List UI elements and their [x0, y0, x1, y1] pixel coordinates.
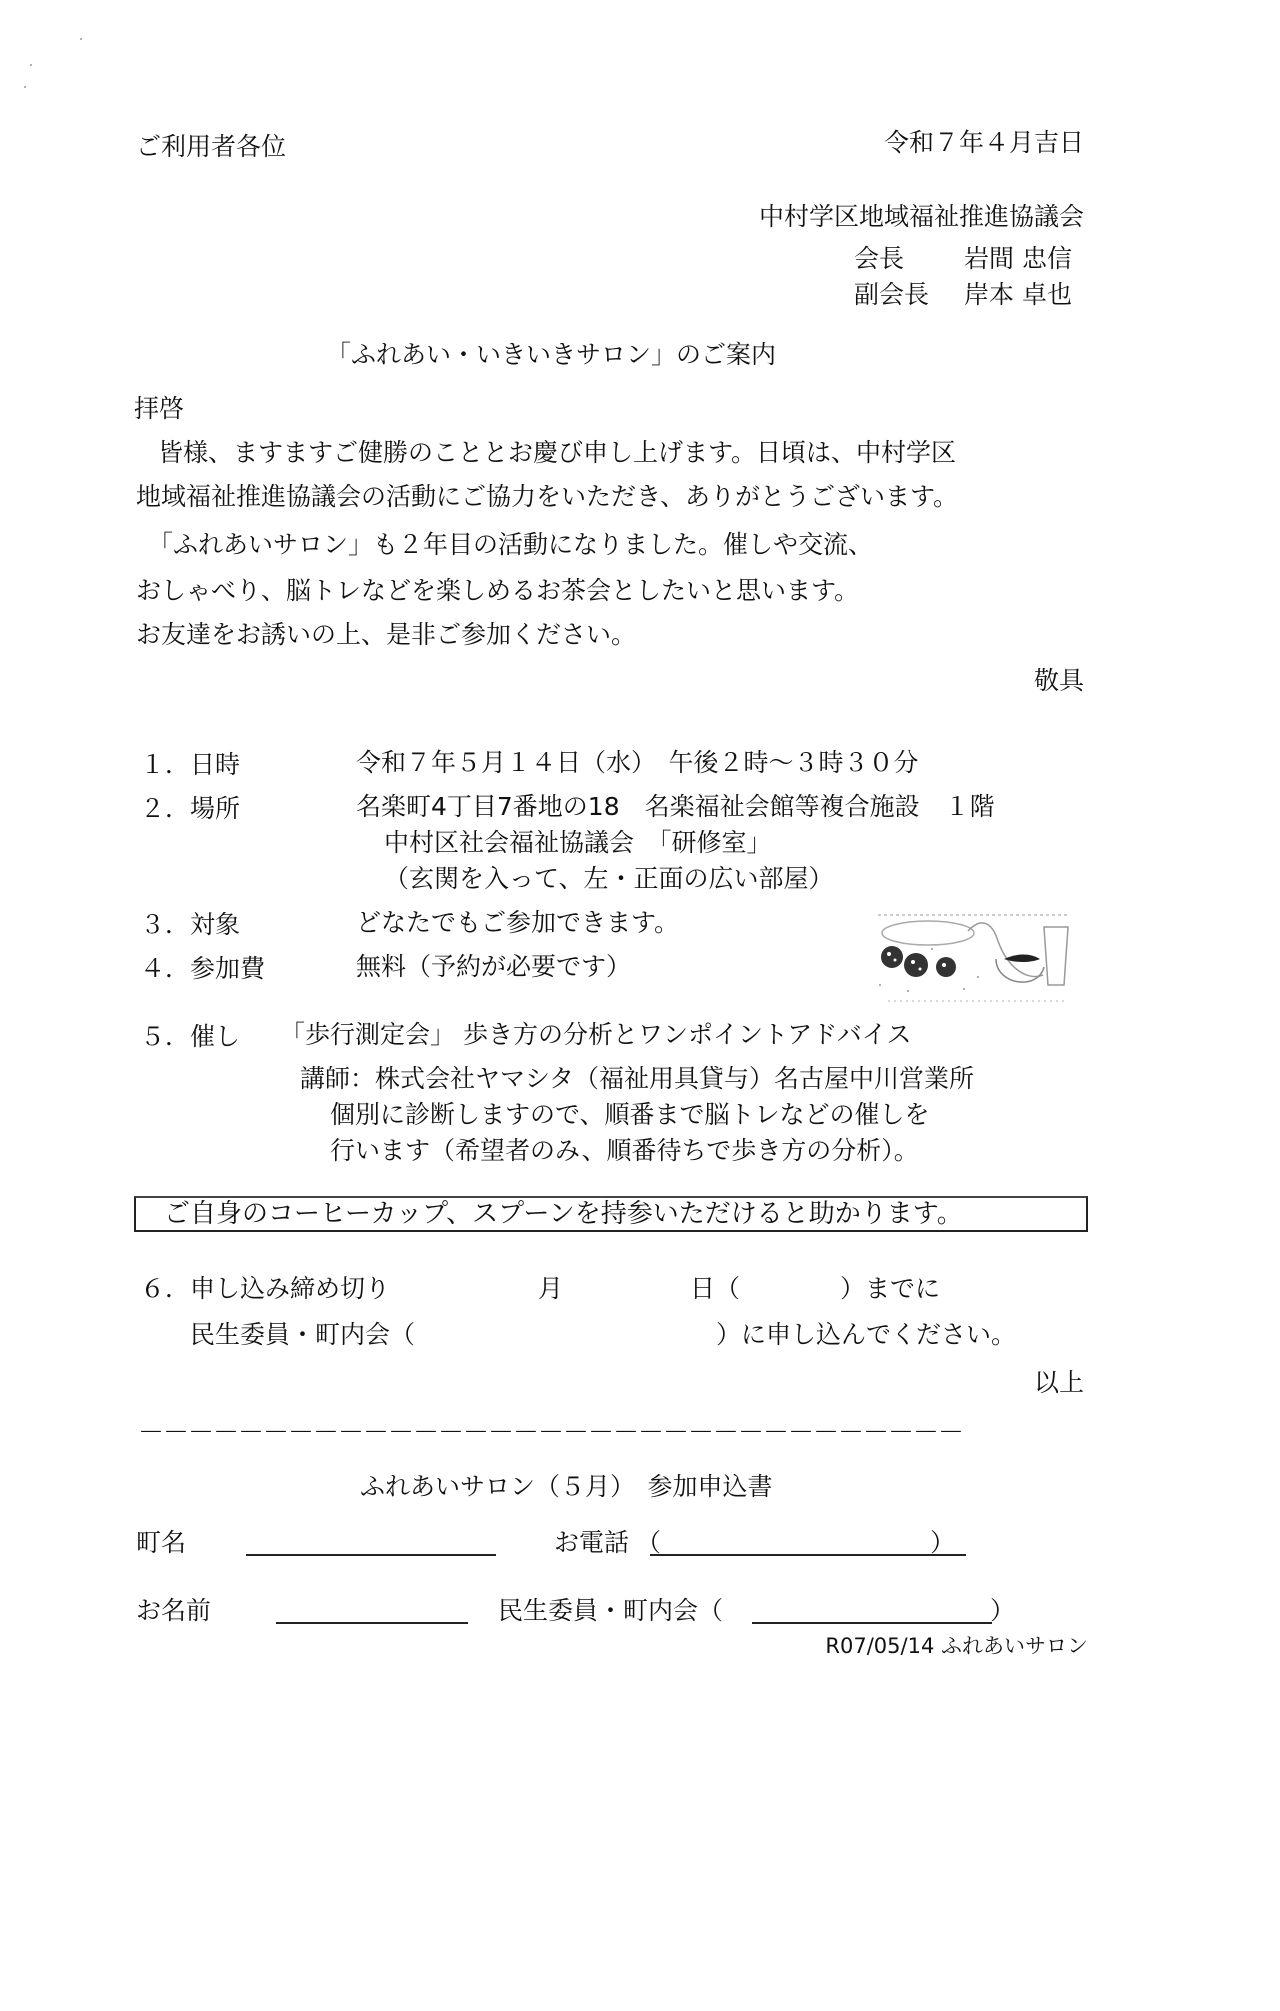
item-label-datetime: 日時	[190, 750, 241, 779]
cut-line: －－－－－－－－－－－－－－－－－－－－－－－－－－－－－－－－－	[138, 1418, 964, 1448]
member-label: 民生委員・町内会（	[498, 1596, 724, 1625]
name-label: お名前	[136, 1596, 212, 1625]
closing-word: 敬具	[1033, 666, 1084, 695]
phone-label: お電話	[554, 1528, 630, 1557]
item-value-event-note: 行います（希望者のみ、順番待ちで歩き方の分析）。	[330, 1136, 919, 1165]
scan-speck	[80, 38, 82, 40]
item-value-event: 「歩行測定会」 歩き方の分析とワンポイントアドバイス	[280, 1020, 912, 1049]
item-label-target: 対象	[190, 910, 241, 939]
vice-chair-title: 副会長	[854, 280, 930, 309]
item-value-lecturer: 講師：株式会社ヤマシタ（福祉用具貸与）名古屋中川営業所	[300, 1064, 975, 1093]
item-value-event-note: 個別に診断しますので、順番まで脳トレなどの催しを	[330, 1100, 930, 1129]
end-word: 以上	[1033, 1368, 1084, 1397]
item-number: １．	[140, 750, 191, 779]
phone-open-paren: （	[636, 1528, 662, 1557]
letter-paragraph-2: 「ふれあいサロン」も２年目の活動になりました。催しや交流、	[148, 530, 874, 559]
chair-title: 会長	[854, 244, 905, 273]
deadline-month: 月	[538, 1274, 564, 1303]
item-value-venue-room: 中村区社会福祉協議会 「研修室」	[384, 828, 772, 857]
apply-to-suffix: ）に申し込んでください。	[716, 1320, 1017, 1349]
chair-name: 岩間 忠信	[964, 244, 1072, 273]
town-label: 町名	[136, 1528, 187, 1557]
apply-to-prefix: 民生委員・町内会（	[190, 1320, 416, 1349]
item-value-venue: 名楽町4丁目7番地の18 名楽福祉会館等複合施設 １階	[356, 792, 995, 821]
form-title: ふれあいサロン（５月） 参加申込書	[360, 1472, 773, 1501]
member-close-paren: ）	[990, 1596, 1016, 1625]
letter-paragraph-2: おしゃべり、脳トレなどを楽しめるお茶会としたいと思います。	[136, 576, 860, 605]
deadline-day: 日（	[690, 1274, 741, 1303]
town-input-line[interactable]	[246, 1554, 496, 1556]
letter-paragraph-1: 皆様、ますますご健勝のこととお慶び申し上げます。日頃は、中村学区	[158, 438, 957, 467]
issue-date: 令和７年４月吉日	[883, 128, 1084, 157]
form-footer-code: R07/05/14 ふれあいサロン	[825, 1634, 1088, 1658]
item-number: ５．	[140, 1022, 191, 1051]
organization-name: 中村学区地域福祉推進協議会	[758, 202, 1084, 231]
item-number: ３．	[140, 910, 191, 939]
notice-text: ご自身のコーヒーカップ、スプーンを持参いただけると助かります。	[164, 1199, 963, 1229]
member-input-line[interactable]	[752, 1622, 992, 1624]
item-value-datetime: 令和７年５月１４日（水） 午後２時～３時３０分	[356, 748, 919, 777]
item-number: ６．	[140, 1274, 191, 1303]
item-label-fee: 参加費	[190, 954, 266, 983]
tea-and-sweets-illustration	[868, 905, 1078, 1005]
name-input-line[interactable]	[276, 1622, 468, 1624]
deadline-label: 申し込み締め切り	[190, 1274, 391, 1303]
letter-paragraph-2: お友達をお誘いの上、是非ご参加ください。	[136, 620, 637, 649]
scan-speck	[30, 64, 32, 66]
item-value-fee: 無料（予約が必要です）	[356, 952, 632, 981]
item-value-venue-direction: （玄関を入って、左・正面の広い部屋）	[384, 864, 834, 893]
item-value-target: どなたでもご参加できます。	[356, 908, 680, 937]
item-label-event: 催し	[190, 1022, 241, 1051]
item-number: ４．	[140, 954, 191, 983]
letter-paragraph-1: 地域福祉推進協議会の活動にご協力をいただき、ありがとうございます。	[136, 482, 959, 511]
vice-chair-name: 岸本 卓也	[964, 280, 1072, 309]
document-title: 「ふれあい・いきいきサロン」のご案内	[326, 340, 777, 369]
deadline-until: ）までに	[840, 1274, 941, 1303]
opening-greeting: 拝啓	[134, 394, 185, 423]
scan-speck	[24, 86, 26, 88]
phone-close-paren: ）	[930, 1528, 956, 1557]
item-number: ２．	[140, 794, 191, 823]
phone-input-line[interactable]	[650, 1554, 966, 1556]
item-label-venue: 場所	[190, 794, 241, 823]
addressee: ご利用者各位	[136, 132, 287, 161]
